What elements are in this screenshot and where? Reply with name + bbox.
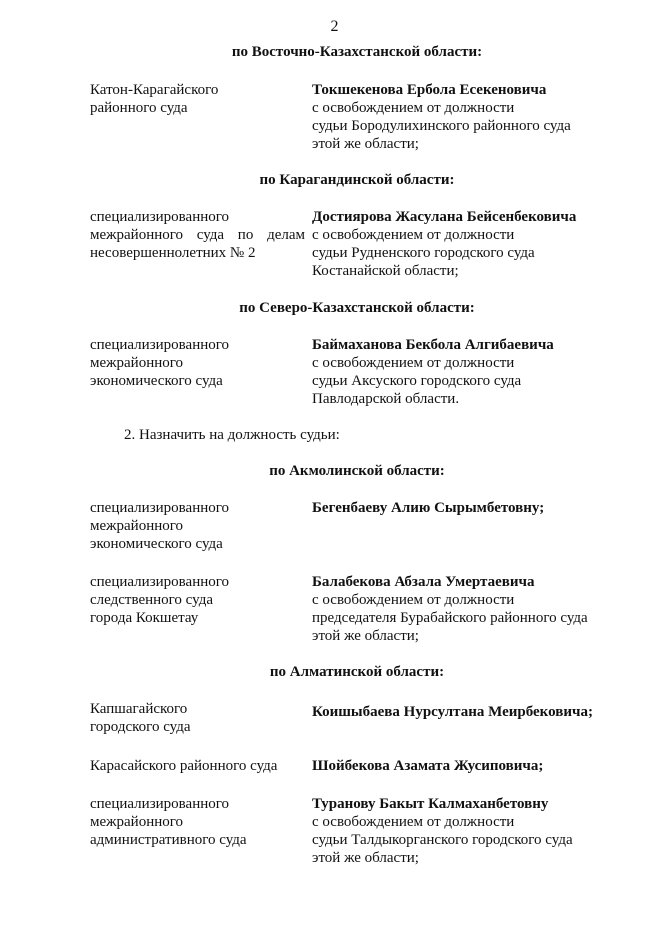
court-line: специализированного	[90, 337, 230, 353]
judge-detail-line: этой же области;	[312, 136, 419, 152]
judge-detail-line: с освобождением от должности	[312, 355, 515, 371]
judge-name: Коишыбаева Нурсултана Меирбековича;	[312, 704, 593, 720]
court-name	[90, 757, 305, 775]
court-line: районного суда	[90, 100, 188, 116]
judge-name: Достиярова Жасулана Бейсенбековича	[312, 209, 577, 225]
judge-name: Туранову Бакыт Калмаханбетовну	[312, 796, 549, 812]
judge-block	[312, 499, 544, 517]
region-heading-akmola: по Акмолинской области:	[269, 463, 445, 479]
court-line: Катон-Карагайского	[90, 82, 219, 98]
court-name	[90, 700, 305, 736]
region-heading-east-kazakhstan: по Восточно-Казахстанской области:	[231, 44, 483, 60]
judge-name: Бегенбаеву Алию Сырымбетовну;	[312, 500, 545, 516]
judge-block	[312, 81, 571, 153]
court-line: экономического суда	[90, 373, 223, 389]
judge-name: Токшекенова Ербола Есекеновича	[312, 82, 547, 98]
court-line: Карасайского районного суда	[90, 758, 278, 774]
court-line: специализированного	[90, 574, 230, 590]
court-line: межрайонного	[90, 814, 184, 830]
region-heading-north-kazakhstan: по Северо-Казахстанской области:	[239, 300, 475, 316]
judge-detail-line: судьи Аксуского городского суда	[312, 373, 522, 389]
page-number: 2	[330, 18, 339, 35]
judge-detail-line: с освобождением от должности	[312, 100, 515, 116]
court-name	[90, 499, 305, 553]
court-line: специализированного	[90, 796, 230, 812]
court-line: административного суда	[90, 832, 247, 848]
region-heading-almaty: по Алматинской области:	[269, 664, 445, 680]
judge-detail-line: председателя Бурабайского районного суда	[312, 610, 588, 626]
judge-block	[312, 573, 588, 645]
court-line: экономического суда	[90, 536, 223, 552]
judge-detail-line: с освобождением от должности	[312, 814, 515, 830]
court-line: городского суда	[90, 719, 191, 735]
court-name	[90, 795, 305, 849]
judge-detail-line: этой же области;	[312, 628, 419, 644]
court-name	[90, 573, 305, 627]
court-line: специализированного	[90, 500, 230, 516]
court-line: межрайонного	[90, 518, 184, 534]
court-line: межрайонного суда по делам	[90, 227, 305, 243]
court-line: города Кокшетау	[90, 610, 199, 626]
court-name	[90, 336, 305, 390]
court-line: специализированного	[90, 209, 230, 225]
judge-detail-line: с освобождением от должности	[312, 227, 515, 243]
judge-block	[312, 336, 554, 408]
judge-detail-line: Костанайской области;	[312, 263, 459, 279]
judge-detail-line: этой же области;	[312, 850, 419, 866]
court-name	[90, 81, 305, 117]
court-line: межрайонного	[90, 355, 184, 371]
judge-block	[312, 795, 573, 867]
court-line: Капшагайского	[90, 701, 188, 717]
judge-block	[312, 703, 593, 721]
paragraph-appoint: 2. Назначить на должность судьи:	[124, 427, 340, 443]
court-line: следственного суда	[90, 592, 213, 608]
court-line: несовершеннолетних № 2	[90, 245, 256, 261]
judge-name: Балабекова Абзала Умертаевича	[312, 574, 535, 590]
judge-detail-line: судьи Рудненского городского суда	[312, 245, 535, 261]
judge-detail-line: судьи Талдыкорганского городского суда	[312, 832, 573, 848]
judge-block	[312, 757, 543, 775]
judge-detail-line: Павлодарской области.	[312, 391, 460, 407]
judge-name: Баймаханова Бекбола Алгибаевича	[312, 337, 554, 353]
court-name	[90, 208, 305, 262]
judge-detail-line: с освобождением от должности	[312, 592, 515, 608]
judge-block	[312, 208, 576, 280]
judge-name: Шойбекова Азамата Жусиповича;	[312, 758, 544, 774]
region-heading-karaganda: по Карагандинской области:	[259, 172, 455, 188]
judge-detail-line: судьи Бородулихинского районного суда	[312, 118, 571, 134]
